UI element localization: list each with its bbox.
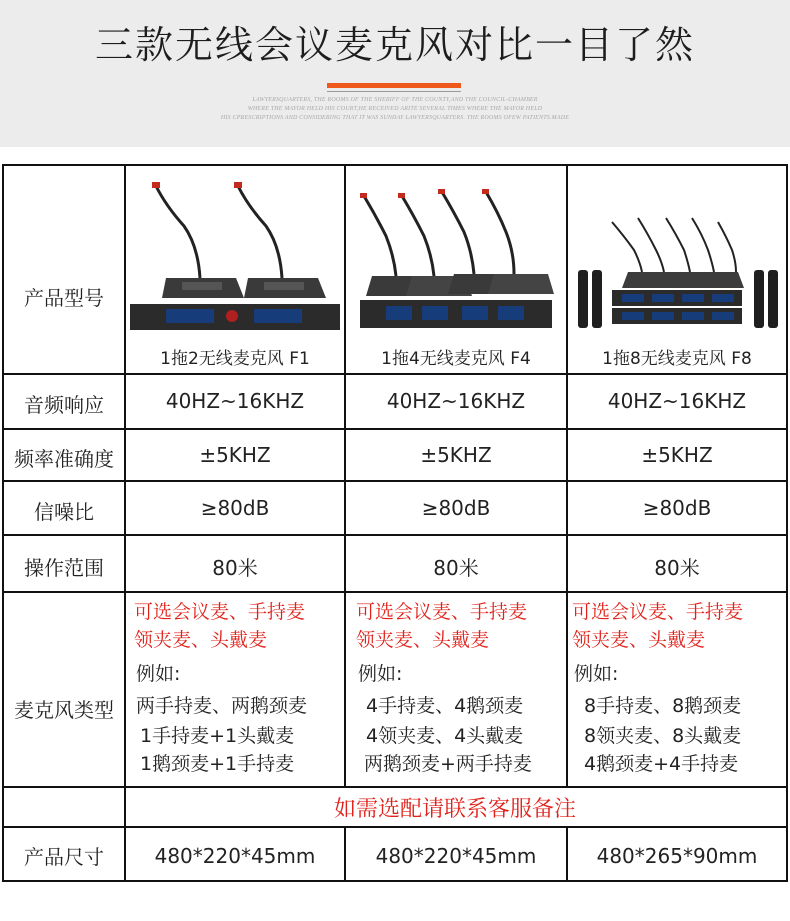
product-image-f4 (346, 166, 566, 334)
row-label-frequency-accuracy: 频率准确度 (14, 447, 114, 471)
example-f4-3: 两鹅颈麦+两手持麦 (364, 753, 532, 775)
decorative-text-line: LAWYERSQUARTERS, THE ROOMS OF THE SHERIFF OF THE COUNTY,AND THE COUNCIL-CHAMBER (252, 97, 538, 103)
snr-f1: ≥80dB (200, 496, 270, 520)
page-title: 三款无线会议麦克风对比一目了然 (94, 23, 695, 67)
decorative-text-line: HIS CPRESCRIPTIONS AND CONSIDERING THAT IT WAS SUNDAY LAWYERSQUARTERS. THE ROOMS OFEW PATIENTS.MADE (220, 115, 570, 121)
product-caption-f1: 1拖2无线麦克风 F1 (160, 349, 310, 369)
product-caption-f8: 1拖8无线麦克风 F8 (602, 349, 752, 369)
handheld-mic (754, 270, 764, 328)
example-label-f4: 例如: (358, 663, 403, 685)
row-label-size: 产品尺寸 (24, 845, 104, 869)
mic-options-f1-line1: 可选会议麦、手持麦 (134, 601, 306, 623)
example-f1-2: 1手持麦+1头戴麦 (140, 725, 295, 747)
freq-accuracy-f1: ±5KHZ (199, 443, 271, 467)
snr-f4: ≥80dB (421, 496, 491, 520)
product-caption-f4: 1拖4无线麦克风 F4 (381, 349, 531, 369)
example-f8-3: 4鹅颈麦+4手持麦 (584, 753, 739, 775)
snr-f8: ≥80dB (642, 496, 712, 520)
range-f4: 80米 (433, 556, 479, 580)
row-label-frequency-response: 音频响应 (24, 393, 104, 417)
row-divider (4, 534, 786, 536)
example-f1-3: 1鹅颈麦+1手持麦 (140, 753, 295, 775)
gooseneck-mic-base (622, 272, 744, 288)
example-f8-1: 8手持麦、8鹅颈麦 (584, 695, 742, 717)
row-label-range: 操作范围 (24, 556, 104, 580)
handheld-mic (768, 270, 778, 328)
example-f1-1: 两手持麦、两鹅颈麦 (136, 695, 308, 717)
handheld-mic (592, 270, 602, 328)
customization-note: 如需选配请联系客服备注 (333, 797, 576, 822)
row-divider (4, 428, 786, 430)
example-f4-2: 4领夹麦、4头戴麦 (366, 725, 524, 747)
row-label-product-model: 产品型号 (24, 286, 104, 310)
freq-accuracy-f4: ±5KHZ (420, 443, 492, 467)
size-f8: 480*265*90mm (596, 844, 758, 868)
size-f4: 480*220*45mm (375, 844, 537, 868)
example-f8-2: 8领夹麦、8头戴麦 (584, 725, 742, 747)
size-f1: 480*220*45mm (154, 844, 316, 868)
decorative-text-line: WHERE THE MAYOR HELD HIS COURT,HE RECEIVED ARITE SEVERAL TIMES WHERE THE MAYOR HELD (247, 106, 543, 112)
range-f1: 80米 (212, 556, 258, 580)
row-divider (4, 826, 786, 828)
page-header (0, 0, 790, 147)
mic-options-f1-line2: 领夹麦、头戴麦 (134, 629, 268, 651)
gooseneck-mic-base (488, 274, 554, 294)
mic-options-f8-line1: 可选会议麦、手持麦 (572, 601, 744, 623)
handheld-mic (578, 270, 588, 328)
range-f8: 80米 (654, 556, 700, 580)
freq-response-f4: 40HZ~16KHZ (386, 389, 526, 413)
example-label-f8: 例如: (574, 663, 619, 685)
product-image-f8 (568, 166, 786, 334)
row-divider (4, 591, 786, 593)
mic-options-f8-line2: 领夹麦、头戴麦 (572, 629, 706, 651)
product-image-f1 (126, 166, 344, 334)
example-label-f1: 例如: (136, 663, 181, 685)
row-label-mic-type: 麦克风类型 (14, 698, 114, 722)
mic-options-f4-line2: 领夹麦、头戴麦 (356, 629, 490, 651)
mic-options-f4-line1: 可选会议麦、手持麦 (356, 601, 528, 623)
comparison-table (2, 164, 788, 882)
title-accent-bar (327, 83, 461, 88)
row-divider (4, 480, 786, 482)
freq-response-f8: 40HZ~16KHZ (607, 389, 747, 413)
example-f4-1: 4手持麦、4鹅颈麦 (366, 695, 524, 717)
freq-accuracy-f8: ±5KHZ (641, 443, 713, 467)
row-divider (4, 786, 786, 788)
title-divider (327, 91, 461, 92)
freq-response-f1: 40HZ~16KHZ (165, 389, 305, 413)
row-label-snr: 信噪比 (34, 500, 94, 524)
row-divider (4, 373, 786, 375)
